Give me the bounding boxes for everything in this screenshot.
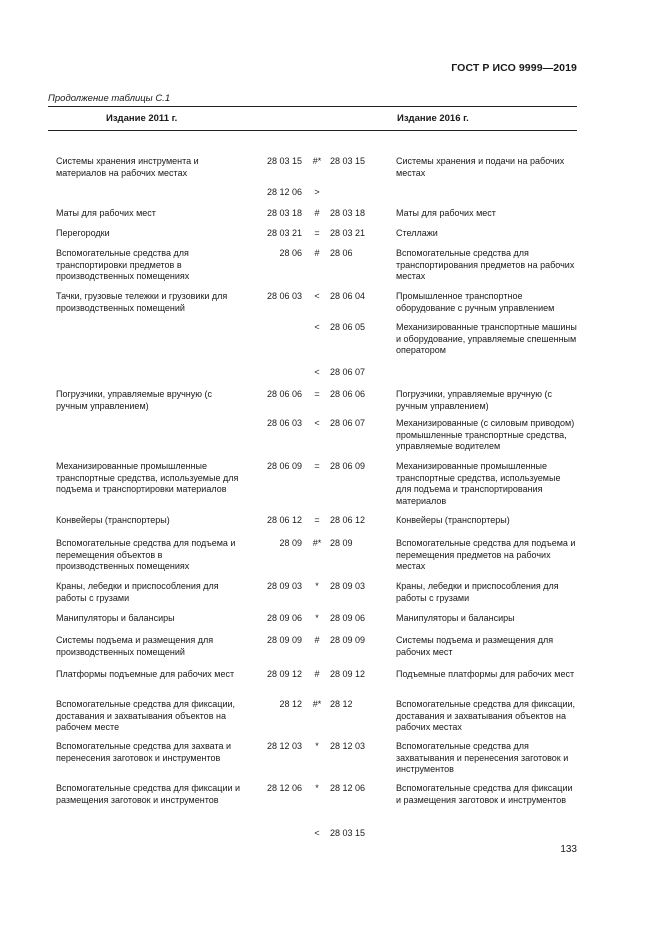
name-2011: Вспомогательные средства для транспортировки предметов в производственных помещениях <box>56 248 190 281</box>
table-row <box>48 538 577 580</box>
table-row <box>48 208 577 228</box>
code-2016: 28 12 03 <box>330 741 366 751</box>
relation-symbol: #* <box>312 538 322 548</box>
table-row <box>48 828 577 848</box>
table-row <box>48 187 577 207</box>
name-2016: Маты для рабочих мест <box>396 208 496 218</box>
code-2016: 28 09 03 <box>330 581 366 591</box>
table-row <box>48 322 577 366</box>
relation-symbol: < <box>314 828 320 838</box>
name-2016: Механизированные (с силовым приводом) промышленные транспортные средства, управляемые водителем <box>396 418 575 451</box>
code-2011: 28 12 03 <box>266 741 302 751</box>
page-number: 133 <box>560 844 577 855</box>
table-row <box>48 389 577 417</box>
name-2011: Погрузчики, управляемые вручную (с ручным управлением) <box>56 389 213 411</box>
code-2016: 28 09 06 <box>330 613 366 623</box>
relation-symbol: * <box>315 581 319 591</box>
table-row <box>48 248 577 290</box>
name-2011: Системы хранения инструмента и материалов на рабочих местах <box>56 156 199 178</box>
relation-symbol: * <box>315 613 319 623</box>
code-2016: 28 06 <box>330 248 353 258</box>
code-2016: 28 09 09 <box>330 635 366 645</box>
relation-symbol: #* <box>312 156 322 166</box>
relation-symbol: < <box>314 418 320 428</box>
table-row <box>48 741 577 783</box>
relation-symbol: = <box>314 515 320 525</box>
code-2011: 28 12 06 <box>266 187 302 197</box>
code-2011: 28 12 06 <box>266 783 302 793</box>
code-2016: 28 09 <box>330 538 353 548</box>
code-2016: 28 03 18 <box>330 208 366 218</box>
table-header <box>48 106 577 131</box>
table-row <box>48 156 577 186</box>
column-header-2011: Издание 2011 г. <box>106 113 178 124</box>
name-2016: Механизированные промышленные транспортные средства, используемые для подъема и транспортирования материалов <box>396 461 561 506</box>
code-2011: 28 09 06 <box>266 613 302 623</box>
name-2016: Краны, лебедки и приспособления для работы с грузами <box>396 581 559 603</box>
code-2016: 28 06 04 <box>330 291 366 301</box>
relation-symbol: * <box>315 783 319 793</box>
relation-symbol: = <box>314 461 320 471</box>
table-row <box>48 515 577 537</box>
column-header-2016: Издание 2016 г. <box>397 113 469 124</box>
code-2011: 28 03 21 <box>266 228 302 238</box>
relation-symbol: < <box>314 322 320 332</box>
name-2016: Системы хранения и подачи на рабочих местах <box>396 156 565 178</box>
code-2016: 28 06 09 <box>330 461 366 471</box>
table-row <box>48 291 577 321</box>
table-row <box>48 461 577 513</box>
document-header: ГОСТ Р ИСО 9999—2019 <box>451 62 577 74</box>
code-2016: 28 12 <box>330 699 353 709</box>
name-2016: Вспомогательные средства для захватывания и перенесения заготовок и инструментов <box>396 741 569 774</box>
name-2011: Краны, лебедки и приспособления для работы с грузами <box>56 581 219 603</box>
code-2011: 28 09 12 <box>266 669 302 679</box>
name-2011: Механизированные промышленные транспортные средства, используемые для подъема и транспортировки материалов <box>56 461 239 494</box>
name-2011: Платформы подъемные для рабочих мест <box>56 669 235 679</box>
code-2011: 28 06 03 <box>266 418 302 428</box>
code-2011: 28 09 03 <box>266 581 302 591</box>
relation-symbol: # <box>314 635 320 645</box>
name-2011: Тачки, грузовые тележки и грузовики для производственных помещений <box>56 291 228 313</box>
name-2016: Механизированные транспортные машины и оборудование, управляемые спешенным оператором <box>396 322 577 355</box>
code-2016: 28 06 07 <box>330 418 366 428</box>
name-2011: Вспомогательные средства для захвата и перенесения заготовок и инструментов <box>56 741 232 763</box>
code-2016: 28 03 15 <box>330 828 366 838</box>
name-2011: Вспомогательные средства для подъема и перемещения объектов в производственных помещениях <box>56 538 236 571</box>
code-2016: 28 06 12 <box>330 515 366 525</box>
name-2011: Вспомогательные средства для фиксации, доставания и захватывания объектов на рабочем месте <box>56 699 236 732</box>
table-row <box>48 669 577 697</box>
name-2011: Манипуляторы и балансиры <box>56 613 175 623</box>
name-2016: Вспомогательные средства для транспортирования предметов на рабочих местах <box>396 248 575 281</box>
name-2011: Вспомогательные средства для фиксации и размещения заготовок и инструментов <box>56 783 241 805</box>
code-2011: 28 03 18 <box>266 208 302 218</box>
relation-symbol: < <box>314 291 320 301</box>
relation-symbol: < <box>314 367 320 377</box>
code-2011: 28 06 09 <box>266 461 302 471</box>
correspondence-table <box>48 106 577 838</box>
name-2016: Погрузчики, управляемые вручную (с ручным управлением) <box>396 389 553 411</box>
name-2011: Конвейеры (транспортеры) <box>56 515 170 525</box>
name-2016: Вспомогательные средства для фиксации, доставания и захватывания объектов на рабочих местах <box>396 699 576 732</box>
relation-symbol: # <box>314 208 320 218</box>
code-2011: 28 06 <box>279 248 302 258</box>
relation-symbol: = <box>314 228 320 238</box>
code-2016: 28 09 12 <box>330 669 366 679</box>
code-2011: 28 09 <box>279 538 302 548</box>
relation-symbol: = <box>314 389 320 399</box>
relation-symbol: #* <box>312 699 322 709</box>
name-2011: Маты для рабочих мест <box>56 208 156 218</box>
name-2011: Перегородки <box>56 228 110 238</box>
table-row <box>48 581 577 611</box>
table-row <box>48 418 577 460</box>
code-2016: 28 06 05 <box>330 322 366 332</box>
relation-symbol: * <box>315 741 319 751</box>
code-2011: 28 09 09 <box>266 635 302 645</box>
name-2016: Системы подъема и размещения для рабочих мест <box>396 635 554 657</box>
name-2016: Вспомогательные средства для фиксации и размещения заготовок и инструментов <box>396 783 573 805</box>
code-2011: 28 06 12 <box>266 515 302 525</box>
table-row <box>48 635 577 667</box>
table-row <box>48 367 577 387</box>
name-2016: Конвейеры (транспортеры) <box>396 515 510 525</box>
table-row <box>48 613 577 633</box>
name-2016: Вспомогательные средства для подъема и перемещения предметов на рабочих местах <box>396 538 576 571</box>
code-2016: 28 03 21 <box>330 228 366 238</box>
code-2016: 28 12 06 <box>330 783 366 793</box>
code-2011: 28 06 06 <box>266 389 302 399</box>
table-row <box>48 699 577 741</box>
code-2011: 28 06 03 <box>266 291 302 301</box>
name-2011: Системы подъема и размещения для производственных помещений <box>56 635 214 657</box>
code-2011: 28 12 <box>279 699 302 709</box>
code-2016: 28 06 07 <box>330 367 366 377</box>
relation-symbol: > <box>314 187 320 197</box>
relation-symbol: # <box>314 248 320 258</box>
code-2011: 28 03 15 <box>266 156 302 166</box>
name-2016: Стеллажи <box>396 228 438 238</box>
name-2016: Манипуляторы и балансиры <box>396 613 515 623</box>
table-caption: Продолжение таблицы С.1 <box>48 93 171 104</box>
table-row <box>48 228 577 248</box>
code-2016: 28 06 06 <box>330 389 366 399</box>
name-2016: Подъемные платформы для рабочих мест <box>396 669 575 679</box>
name-2016: Промышленное транспортное оборудование с ручным управлением <box>396 291 555 313</box>
relation-symbol: # <box>314 669 320 679</box>
table-row <box>48 783 577 827</box>
code-2016: 28 03 15 <box>330 156 366 166</box>
